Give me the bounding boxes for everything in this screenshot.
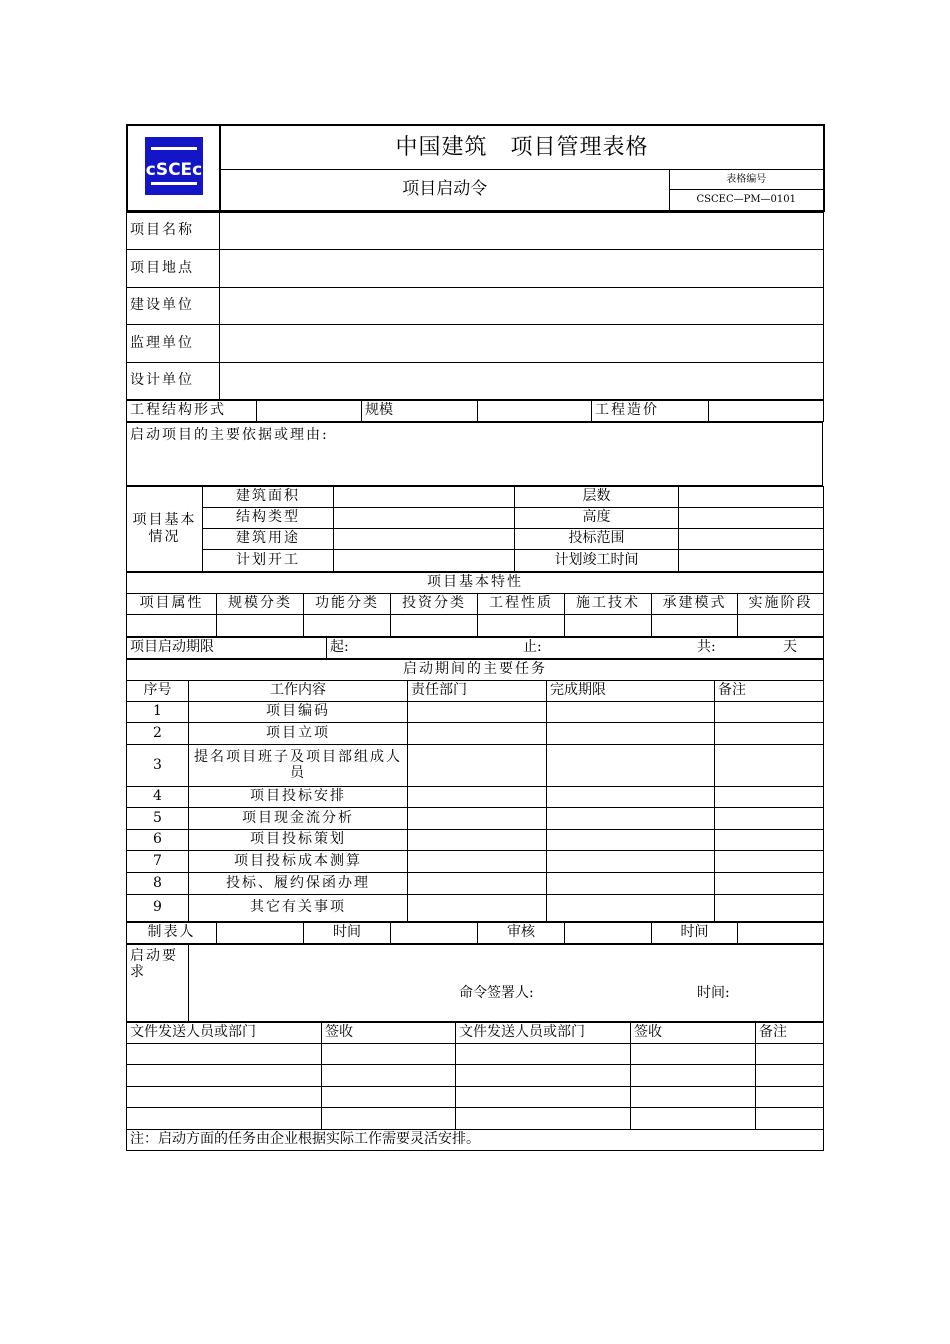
table-row <box>127 701 824 722</box>
field-building-use[interactable] <box>334 528 515 549</box>
task-content: 项目投标成本测算 <box>189 850 408 872</box>
field-structure-form[interactable] <box>257 400 362 421</box>
table-row <box>127 872 824 894</box>
form-code-value: CSCEC—PM—0101 <box>696 193 797 205</box>
dist-cell[interactable] <box>456 1107 631 1129</box>
field-design-unit[interactable] <box>220 362 824 399</box>
label-planned-completion: 计划竣工时间 <box>515 549 679 571</box>
task-content: 项目编码 <box>189 701 408 722</box>
char-field-2[interactable] <box>304 614 391 636</box>
char-field-7[interactable] <box>738 614 824 636</box>
project-info-table <box>126 212 824 400</box>
task-no: 5 <box>127 807 189 829</box>
dist-cell[interactable] <box>127 1086 322 1107</box>
label-scale: 规模 <box>362 400 478 421</box>
task-no: 1 <box>127 701 189 722</box>
task-no: 3 <box>127 744 189 786</box>
char-field-6[interactable] <box>652 614 738 636</box>
task-content: 项目现金流分析 <box>189 807 408 829</box>
char-header-5: 施工技术 <box>565 593 652 614</box>
task-remark-field[interactable] <box>715 829 824 850</box>
field-planned-completion[interactable] <box>679 549 824 571</box>
task-content: 项目投标安排 <box>189 786 408 807</box>
field-requirement[interactable] <box>189 944 824 1021</box>
cscec-logo <box>145 137 203 195</box>
dist-cell[interactable] <box>322 1107 456 1129</box>
table-row <box>127 894 824 921</box>
task-dept-field[interactable] <box>408 786 547 807</box>
label-time-2: 时间 <box>652 922 738 943</box>
characteristics-title: 项目基本特性 <box>127 572 824 593</box>
dist-cell[interactable] <box>756 1086 824 1107</box>
label-structure-form: 工程结构形式 <box>127 400 257 421</box>
char-field-5[interactable] <box>565 614 652 636</box>
task-dept-field[interactable] <box>408 894 547 921</box>
table-row <box>127 829 824 850</box>
dist-cell[interactable] <box>456 1086 631 1107</box>
field-scale[interactable] <box>478 400 592 421</box>
task-deadline-field[interactable] <box>547 807 715 829</box>
task-no: 7 <box>127 850 189 872</box>
form-header <box>126 124 825 212</box>
label-basis[interactable]: 启动项目的主要依据或理由: <box>127 422 823 485</box>
form-title: 中国建筑 项目管理表格 <box>220 125 824 169</box>
task-content: 投标、履约保函办理 <box>189 872 408 894</box>
dist-cell[interactable] <box>322 1064 456 1086</box>
field-supervision-unit[interactable] <box>220 324 824 362</box>
label-construction-unit: 建设单位 <box>127 287 220 324</box>
char-header-0: 项目属性 <box>127 593 217 614</box>
char-field-0[interactable] <box>127 614 217 636</box>
tasks-title: 启动期间的主要任务 <box>127 659 824 680</box>
dist-cell[interactable] <box>756 1107 824 1129</box>
task-remark-field[interactable] <box>715 807 824 829</box>
task-no: 8 <box>127 872 189 894</box>
task-dept-field[interactable] <box>408 744 547 786</box>
task-content: 项目投标策划 <box>189 829 408 850</box>
task-no: 6 <box>127 829 189 850</box>
field-project-name[interactable] <box>220 212 824 249</box>
structure-row <box>126 400 824 422</box>
task-content: 提名项目班子及项目部组成人员 <box>189 744 408 786</box>
tasks-header-content: 工作内容 <box>189 680 408 701</box>
dist-header-0: 文件发送人员或部门 <box>127 1022 322 1043</box>
label-review: 审核 <box>478 922 565 943</box>
dist-cell[interactable] <box>456 1043 631 1064</box>
task-remark-field[interactable] <box>715 786 824 807</box>
table-row <box>127 1064 824 1086</box>
task-dept-field[interactable] <box>408 850 547 872</box>
label-building-use: 建筑用途 <box>203 528 334 549</box>
field-building-area[interactable] <box>334 486 515 507</box>
label-requirement: 启动要求 <box>127 944 189 1021</box>
table-row <box>127 1107 824 1129</box>
dist-header-2: 文件发送人员或部门 <box>456 1022 631 1043</box>
task-deadline-field[interactable] <box>547 850 715 872</box>
task-deadline-field[interactable] <box>547 894 715 921</box>
label-basic-info: 项目基本情况 <box>127 486 203 571</box>
logo-text: cSCEc <box>145 159 202 180</box>
char-header-6: 承建模式 <box>652 593 738 614</box>
char-field-3[interactable] <box>391 614 478 636</box>
task-no: 2 <box>127 722 189 744</box>
form-code-cell <box>669 169 824 211</box>
table-row <box>127 807 824 829</box>
form-code-label: 表格编号 <box>670 170 824 190</box>
task-deadline-field[interactable] <box>547 872 715 894</box>
task-dept-field[interactable] <box>408 829 547 850</box>
label-height: 高度 <box>515 507 679 528</box>
label-bid-scope: 投标范围 <box>515 528 679 549</box>
task-deadline-field[interactable] <box>547 722 715 744</box>
dist-cell[interactable] <box>631 1064 756 1086</box>
period-row <box>126 637 824 659</box>
task-content: 其它有关事项 <box>189 894 408 921</box>
dist-header-4: 备注 <box>756 1022 824 1043</box>
basic-info-table <box>126 486 824 572</box>
dist-header-3: 签收 <box>631 1022 756 1043</box>
label-maker: 制表人 <box>127 922 217 943</box>
task-remark-field[interactable] <box>715 744 824 786</box>
logo-cell <box>127 125 220 211</box>
task-deadline-field[interactable] <box>547 786 715 807</box>
label-structure-type: 结构类型 <box>203 507 334 528</box>
dist-header-1: 签收 <box>322 1022 456 1043</box>
field-project-location[interactable] <box>220 249 824 287</box>
dist-cell[interactable] <box>322 1086 456 1107</box>
dist-cell[interactable] <box>631 1043 756 1064</box>
label-start-period: 项目启动期限 <box>127 637 327 658</box>
tasks-header-remark: 备注 <box>715 680 824 701</box>
dist-cell[interactable] <box>127 1107 322 1129</box>
tasks-header-no: 序号 <box>127 680 189 701</box>
field-bid-scope[interactable] <box>679 528 824 549</box>
table-row <box>127 1043 824 1064</box>
project-start-order-form <box>126 124 823 1151</box>
dist-cell[interactable] <box>631 1107 756 1129</box>
form-subtitle: 项目启动令 <box>220 169 669 211</box>
field-time-2[interactable] <box>738 922 824 943</box>
label-supervision-unit: 监理单位 <box>127 324 220 362</box>
task-remark-field[interactable] <box>715 722 824 744</box>
label-time-1: 时间 <box>304 922 391 943</box>
dist-cell[interactable] <box>127 1043 322 1064</box>
field-review[interactable] <box>565 922 652 943</box>
label-cost: 工程造价 <box>592 400 709 421</box>
table-row <box>127 1086 824 1107</box>
task-remark-field[interactable] <box>715 701 824 722</box>
label-planned-start: 计划开工 <box>203 549 334 571</box>
char-header-7: 实施阶段 <box>738 593 824 614</box>
sign-row <box>126 922 824 944</box>
char-field-1[interactable] <box>217 614 304 636</box>
period-total: 共: <box>697 639 716 656</box>
field-cost[interactable] <box>709 400 824 421</box>
dist-cell[interactable] <box>127 1064 322 1086</box>
dist-cell[interactable] <box>631 1086 756 1107</box>
field-planned-start[interactable] <box>334 549 515 571</box>
label-sign-time: 时间: <box>697 984 730 1001</box>
field-floors[interactable] <box>679 486 824 507</box>
tasks-header-deadline: 完成期限 <box>547 680 715 701</box>
task-dept-field[interactable] <box>408 872 547 894</box>
label-floors: 层数 <box>515 486 679 507</box>
task-dept-field[interactable] <box>408 701 547 722</box>
field-time-1[interactable] <box>391 922 478 943</box>
table-row <box>127 786 824 807</box>
footnote: 注：启动方面的任务由企业根据实际工作需要灵活安排。 <box>127 1129 824 1150</box>
distribution-table <box>126 1022 824 1151</box>
task-remark-field[interactable] <box>715 894 824 921</box>
task-remark-field[interactable] <box>715 872 824 894</box>
period-unit: 天 <box>783 639 797 656</box>
tasks-header-dept: 责任部门 <box>408 680 547 701</box>
char-field-4[interactable] <box>478 614 565 636</box>
label-signer: 命令签署人: <box>459 984 534 1001</box>
table-row <box>127 850 824 872</box>
task-deadline-field[interactable] <box>547 829 715 850</box>
task-content: 项目立项 <box>189 722 408 744</box>
period-start: 起: <box>330 639 349 656</box>
dist-cell[interactable] <box>756 1064 824 1086</box>
tasks-table <box>126 659 824 922</box>
field-structure-type[interactable] <box>334 507 515 528</box>
field-construction-unit[interactable] <box>220 287 824 324</box>
basis-section <box>126 422 823 486</box>
requirement-section <box>126 944 824 1022</box>
task-no: 9 <box>127 894 189 921</box>
char-header-2: 功能分类 <box>304 593 391 614</box>
label-design-unit: 设计单位 <box>127 362 220 399</box>
char-header-4: 工程性质 <box>478 593 565 614</box>
task-dept-field[interactable] <box>408 807 547 829</box>
task-dept-field[interactable] <box>408 722 547 744</box>
characteristics-table <box>126 572 824 637</box>
field-maker[interactable] <box>217 922 304 943</box>
field-height[interactable] <box>679 507 824 528</box>
char-header-3: 投资分类 <box>391 593 478 614</box>
dist-cell[interactable] <box>756 1043 824 1064</box>
period-end: 止: <box>523 639 542 656</box>
table-row <box>127 722 824 744</box>
label-project-location: 项目地点 <box>127 249 220 287</box>
char-header-1: 规模分类 <box>217 593 304 614</box>
dist-cell[interactable] <box>456 1064 631 1086</box>
dist-cell[interactable] <box>322 1043 456 1064</box>
table-row <box>127 744 824 786</box>
task-deadline-field[interactable] <box>547 701 715 722</box>
label-building-area: 建筑面积 <box>203 486 334 507</box>
field-period[interactable] <box>327 637 824 658</box>
task-deadline-field[interactable] <box>547 744 715 786</box>
task-remark-field[interactable] <box>715 850 824 872</box>
label-project-name: 项目名称 <box>127 212 220 249</box>
task-no: 4 <box>127 786 189 807</box>
